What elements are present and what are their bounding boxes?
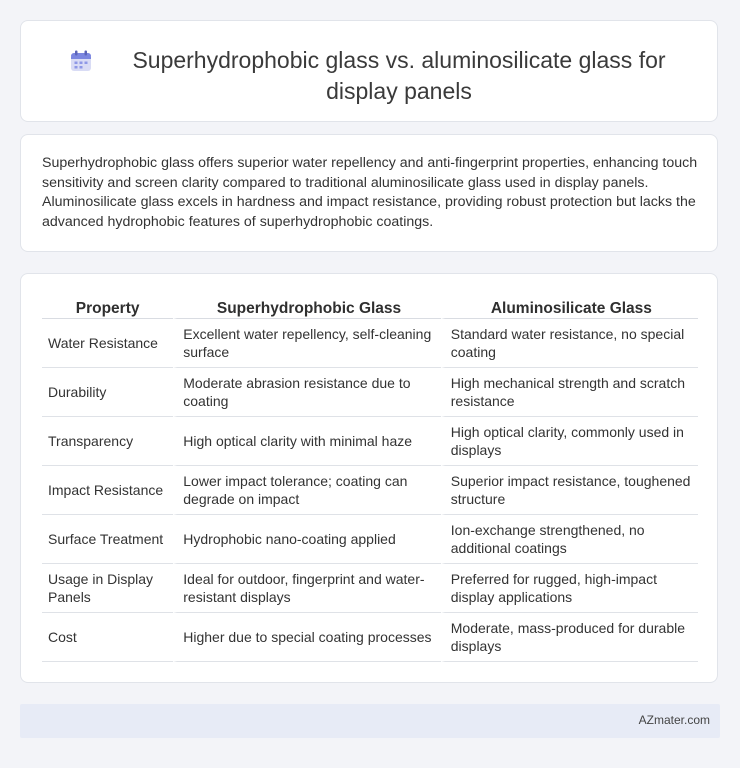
property-cell: Durability (42, 368, 173, 417)
superhydrophobic-cell: Moderate abrasion resistance due to coating (173, 368, 441, 417)
property-cell: Cost (42, 613, 173, 662)
property-cell: Surface Treatment (42, 515, 173, 564)
superhydrophobic-cell: Ideal for outdoor, fingerprint and water-resistant displays (173, 564, 441, 613)
aluminosilicate-cell: Ion-exchange strengthened, no additional coatings (441, 515, 698, 564)
footer-brand: AZmater.com (638, 713, 710, 727)
superhydrophobic-cell: High optical clarity with minimal haze (173, 417, 441, 466)
property-cell: Transparency (42, 417, 173, 466)
superhydrophobic-cell: Excellent water repellency, self-cleaning surface (173, 319, 441, 368)
aluminosilicate-cell: Standard water resistance, no special coating (441, 319, 698, 368)
table-header-row (42, 296, 698, 319)
property-cell: Usage in Display Panels (42, 564, 173, 613)
table-row (42, 515, 698, 564)
intro-text: Superhydrophobic glass offers superior water repellency and anti-fingerprint properties, enhancing touch sensitivity and screen clarity compared to traditional aluminosilicate glass used in display panels. Aluminosilicate glass excels in hardness and impact resistance, providing robust protection but lacks the advanced hydrophobic features of superhydrophobic coatings. (42, 155, 698, 230)
page-title: Superhydrophobic glass vs. aluminosilicate glass for display panels (132, 47, 666, 104)
header-property: Property (42, 296, 173, 319)
intro-card (20, 134, 718, 252)
title-card (20, 20, 718, 122)
footer-bar (20, 704, 720, 738)
aluminosilicate-cell: High optical clarity, commonly used in displays (441, 417, 698, 466)
aluminosilicate-cell: High mechanical strength and scratch resistance (441, 368, 698, 417)
table-row (42, 319, 698, 368)
comparison-table (42, 296, 698, 662)
table-row (42, 417, 698, 466)
header-superhydrophobic: Superhydrophobic Glass (173, 296, 441, 319)
aluminosilicate-cell: Preferred for rugged, high-impact display applications (441, 564, 698, 613)
table-row (42, 564, 698, 613)
superhydrophobic-cell: Lower impact tolerance; coating can degrade on impact (173, 466, 441, 515)
table-row (42, 613, 698, 662)
property-cell: Water Resistance (42, 319, 173, 368)
table-row (42, 466, 698, 515)
property-cell: Impact Resistance (42, 466, 173, 515)
superhydrophobic-cell: Higher due to special coating processes (173, 613, 441, 662)
header-aluminosilicate: Aluminosilicate Glass (441, 296, 698, 319)
aluminosilicate-cell: Moderate, mass-produced for durable displays (441, 613, 698, 662)
aluminosilicate-cell: Superior impact resistance, toughened structure (441, 466, 698, 515)
superhydrophobic-cell: Hydrophobic nano-coating applied (173, 515, 441, 564)
comparison-card (20, 273, 718, 683)
table-row (42, 368, 698, 417)
